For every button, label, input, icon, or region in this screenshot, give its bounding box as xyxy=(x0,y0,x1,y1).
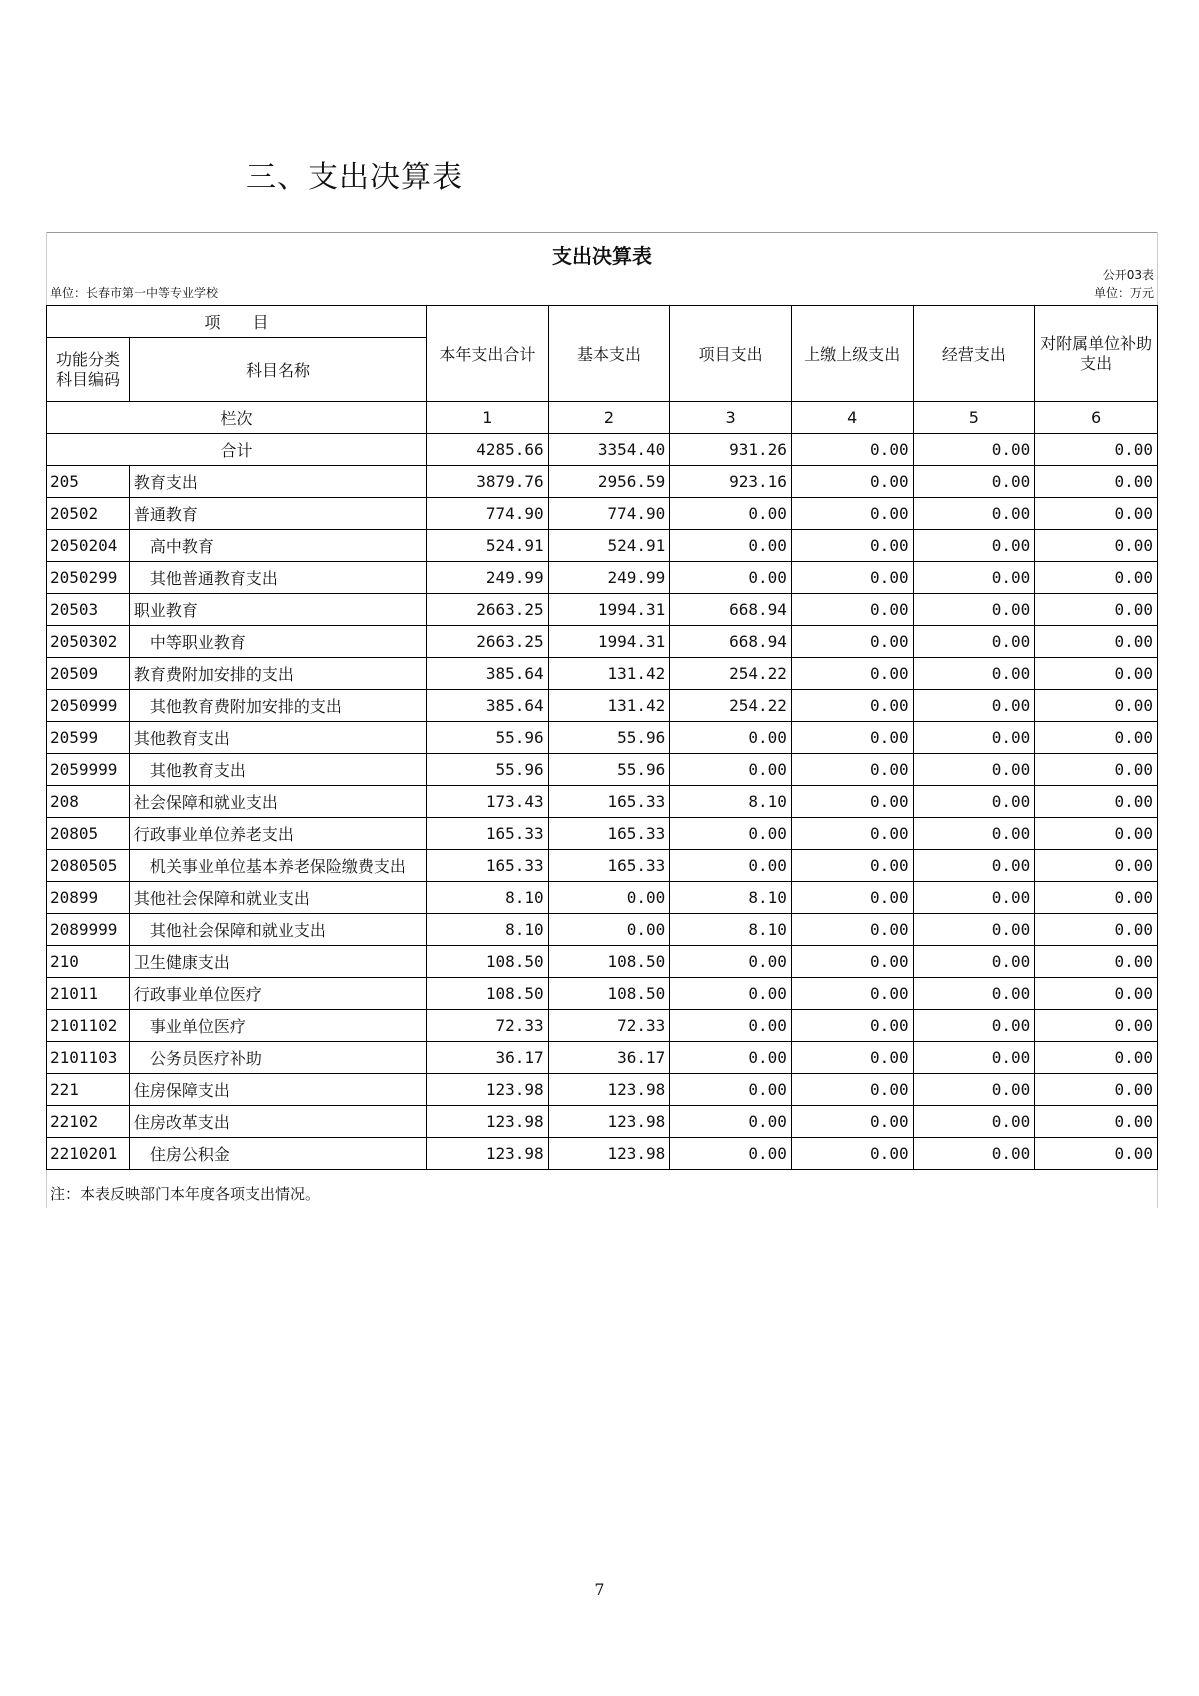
column-index-1: 1 xyxy=(427,402,549,434)
table-row xyxy=(47,562,1158,594)
row-value: 72.33 xyxy=(548,1010,670,1042)
row-value: 0.00 xyxy=(1035,1010,1158,1042)
row-value: 36.17 xyxy=(548,1042,670,1074)
row-value: 0.00 xyxy=(791,690,913,722)
row-value: 2663.25 xyxy=(427,626,549,658)
table-row xyxy=(47,786,1158,818)
row-value: 0.00 xyxy=(791,498,913,530)
row-value: 2956.59 xyxy=(548,466,670,498)
total-row xyxy=(47,434,1158,466)
row-name: 职业教育 xyxy=(129,594,426,626)
row-value: 108.50 xyxy=(427,978,549,1010)
row-value: 123.98 xyxy=(548,1074,670,1106)
row-value: 0.00 xyxy=(913,722,1035,754)
row-value: 3879.76 xyxy=(427,466,549,498)
section-title: 三、支出决算表 xyxy=(246,160,463,195)
row-code: 20502 xyxy=(47,498,130,530)
page-number: 7 xyxy=(594,1580,605,1599)
table-row xyxy=(47,658,1158,690)
total-value: 0.00 xyxy=(913,434,1035,466)
row-value: 0.00 xyxy=(1035,1042,1158,1074)
row-value: 0.00 xyxy=(791,946,913,978)
column-index-2: 2 xyxy=(548,402,670,434)
row-value: 0.00 xyxy=(1035,530,1158,562)
header-col-2: 基本支出 xyxy=(548,306,670,402)
header-col-3: 项目支出 xyxy=(670,306,792,402)
row-value: 0.00 xyxy=(1035,562,1158,594)
row-value: 8.10 xyxy=(670,882,792,914)
row-value: 72.33 xyxy=(427,1010,549,1042)
row-value: 0.00 xyxy=(1035,626,1158,658)
row-value: 0.00 xyxy=(913,466,1035,498)
row-value: 0.00 xyxy=(791,722,913,754)
row-value: 0.00 xyxy=(791,1010,913,1042)
row-value: 55.96 xyxy=(548,722,670,754)
total-value: 931.26 xyxy=(670,434,792,466)
table-row xyxy=(47,946,1158,978)
row-code: 2089999 xyxy=(47,914,130,946)
row-value: 0.00 xyxy=(913,1074,1035,1106)
row-value: 0.00 xyxy=(670,1106,792,1138)
header-col-5: 经营支出 xyxy=(913,306,1035,402)
row-value: 0.00 xyxy=(913,882,1035,914)
row-value: 0.00 xyxy=(791,786,913,818)
row-value: 0.00 xyxy=(791,1106,913,1138)
row-value: 0.00 xyxy=(791,882,913,914)
row-value: 0.00 xyxy=(913,1010,1035,1042)
header-col-1: 本年支出合计 xyxy=(427,306,549,402)
row-value: 0.00 xyxy=(791,914,913,946)
row-value: 0.00 xyxy=(1035,466,1158,498)
row-name: 行政事业单位养老支出 xyxy=(129,818,426,850)
form-number: 公开03表 xyxy=(1102,268,1154,282)
table-row xyxy=(47,914,1158,946)
header-row-item xyxy=(47,306,1158,338)
row-name: 机关事业单位基本养老保险缴费支出 xyxy=(129,850,426,882)
row-value: 0.00 xyxy=(1035,1074,1158,1106)
row-value: 668.94 xyxy=(670,594,792,626)
row-value: 0.00 xyxy=(1035,658,1158,690)
row-value: 0.00 xyxy=(913,626,1035,658)
table-row xyxy=(47,1106,1158,1138)
row-value: 1994.31 xyxy=(548,626,670,658)
row-value: 0.00 xyxy=(791,626,913,658)
row-value: 249.99 xyxy=(427,562,549,594)
row-value: 8.10 xyxy=(427,882,549,914)
row-value: 0.00 xyxy=(670,722,792,754)
row-value: 0.00 xyxy=(913,786,1035,818)
row-value: 0.00 xyxy=(1035,1106,1158,1138)
row-value: 0.00 xyxy=(670,1042,792,1074)
row-value: 8.10 xyxy=(670,914,792,946)
frame-top-border xyxy=(46,232,1158,233)
row-value: 923.16 xyxy=(670,466,792,498)
row-value: 254.22 xyxy=(670,690,792,722)
column-index-5: 5 xyxy=(913,402,1035,434)
row-value: 0.00 xyxy=(1035,786,1158,818)
table-row xyxy=(47,722,1158,754)
table-title: 支出决算表 xyxy=(552,244,652,268)
row-value: 0.00 xyxy=(1035,594,1158,626)
row-value: 123.98 xyxy=(548,1106,670,1138)
table-row xyxy=(47,882,1158,914)
row-value: 0.00 xyxy=(791,658,913,690)
row-value: 0.00 xyxy=(913,562,1035,594)
table-row xyxy=(47,1138,1158,1170)
row-value: 0.00 xyxy=(791,818,913,850)
row-name: 住房公积金 xyxy=(129,1138,426,1170)
row-value: 0.00 xyxy=(913,946,1035,978)
row-value: 0.00 xyxy=(913,1138,1035,1170)
row-name: 公务员医疗补助 xyxy=(129,1042,426,1074)
row-code: 2101103 xyxy=(47,1042,130,1074)
row-value: 8.10 xyxy=(670,786,792,818)
row-value: 0.00 xyxy=(1035,690,1158,722)
row-value: 0.00 xyxy=(1035,882,1158,914)
table-row xyxy=(47,850,1158,882)
row-value: 131.42 xyxy=(548,658,670,690)
header-col-4: 上缴上级支出 xyxy=(791,306,913,402)
row-name: 高中教育 xyxy=(129,530,426,562)
total-value: 0.00 xyxy=(791,434,913,466)
row-value: 0.00 xyxy=(670,754,792,786)
row-value: 0.00 xyxy=(1035,978,1158,1010)
row-value: 165.33 xyxy=(427,850,549,882)
row-value: 0.00 xyxy=(1035,722,1158,754)
row-value: 0.00 xyxy=(913,594,1035,626)
row-value: 254.22 xyxy=(670,658,792,690)
row-value: 55.96 xyxy=(548,754,670,786)
row-value: 0.00 xyxy=(913,818,1035,850)
row-value: 0.00 xyxy=(913,498,1035,530)
row-value: 0.00 xyxy=(1035,754,1158,786)
header-name: 科目名称 xyxy=(129,338,426,402)
row-value: 165.33 xyxy=(427,818,549,850)
row-value: 385.64 xyxy=(427,658,549,690)
row-name: 社会保障和就业支出 xyxy=(129,786,426,818)
table-row xyxy=(47,818,1158,850)
table-row xyxy=(47,466,1158,498)
row-value: 165.33 xyxy=(548,786,670,818)
currency-unit: 单位：万元 xyxy=(1093,286,1154,300)
table-note: 注：本表反映部门本年度各项支出情况。 xyxy=(50,1185,321,1203)
total-label: 合计 xyxy=(47,434,427,466)
row-code: 22102 xyxy=(47,1106,130,1138)
row-name: 其他教育费附加安排的支出 xyxy=(129,690,426,722)
row-value: 123.98 xyxy=(427,1138,549,1170)
row-code: 205 xyxy=(47,466,130,498)
row-code: 2050204 xyxy=(47,530,130,562)
row-value: 0.00 xyxy=(791,1138,913,1170)
row-code: 221 xyxy=(47,1074,130,1106)
row-value: 0.00 xyxy=(913,754,1035,786)
row-value: 165.33 xyxy=(548,818,670,850)
row-code: 20509 xyxy=(47,658,130,690)
column-index-6: 6 xyxy=(1035,402,1158,434)
row-value: 0.00 xyxy=(670,1010,792,1042)
row-code: 2050302 xyxy=(47,626,130,658)
row-name: 其他教育支出 xyxy=(129,722,426,754)
row-value: 108.50 xyxy=(427,946,549,978)
table-row xyxy=(47,530,1158,562)
row-value: 668.94 xyxy=(670,626,792,658)
row-value: 55.96 xyxy=(427,754,549,786)
header-code: 功能分类科目编码 xyxy=(47,338,130,402)
row-name: 普通教育 xyxy=(129,498,426,530)
column-index-3: 3 xyxy=(670,402,792,434)
row-value: 36.17 xyxy=(427,1042,549,1074)
row-code: 20503 xyxy=(47,594,130,626)
row-name: 其他社会保障和就业支出 xyxy=(129,914,426,946)
row-value: 0.00 xyxy=(670,1138,792,1170)
row-code: 2080505 xyxy=(47,850,130,882)
row-code: 2101102 xyxy=(47,1010,130,1042)
row-value: 249.99 xyxy=(548,562,670,594)
row-value: 0.00 xyxy=(913,850,1035,882)
table-row xyxy=(47,594,1158,626)
row-value: 0.00 xyxy=(791,1042,913,1074)
total-value: 3354.40 xyxy=(548,434,670,466)
row-value: 0.00 xyxy=(791,530,913,562)
row-value: 524.91 xyxy=(427,530,549,562)
row-name: 其他普通教育支出 xyxy=(129,562,426,594)
row-code: 20805 xyxy=(47,818,130,850)
column-index-4: 4 xyxy=(791,402,913,434)
row-value: 1994.31 xyxy=(548,594,670,626)
row-code: 2210201 xyxy=(47,1138,130,1170)
row-value: 0.00 xyxy=(791,466,913,498)
column-index-row xyxy=(47,402,1158,434)
row-value: 0.00 xyxy=(913,914,1035,946)
row-value: 0.00 xyxy=(1035,498,1158,530)
row-value: 123.98 xyxy=(427,1074,549,1106)
row-value: 8.10 xyxy=(427,914,549,946)
row-value: 0.00 xyxy=(1035,1138,1158,1170)
row-value: 0.00 xyxy=(913,1106,1035,1138)
table-row xyxy=(47,754,1158,786)
row-code: 20599 xyxy=(47,722,130,754)
row-value: 0.00 xyxy=(670,562,792,594)
row-value: 0.00 xyxy=(791,1074,913,1106)
row-name: 中等职业教育 xyxy=(129,626,426,658)
row-value: 0.00 xyxy=(913,978,1035,1010)
row-value: 0.00 xyxy=(913,530,1035,562)
reporting-unit: 单位：长春市第一中等专业学校 xyxy=(50,286,219,300)
row-value: 165.33 xyxy=(548,850,670,882)
row-value: 0.00 xyxy=(791,594,913,626)
row-code: 21011 xyxy=(47,978,130,1010)
row-value: 0.00 xyxy=(913,690,1035,722)
row-value: 774.90 xyxy=(548,498,670,530)
row-value: 0.00 xyxy=(1035,914,1158,946)
row-value: 0.00 xyxy=(670,818,792,850)
row-code: 2059999 xyxy=(47,754,130,786)
row-value: 0.00 xyxy=(913,658,1035,690)
row-value: 55.96 xyxy=(427,722,549,754)
row-value: 0.00 xyxy=(548,882,670,914)
table-row xyxy=(47,978,1158,1010)
header-col-6: 对附属单位补助支出 xyxy=(1035,306,1158,402)
row-value: 0.00 xyxy=(791,978,913,1010)
row-value: 0.00 xyxy=(670,978,792,1010)
row-value: 0.00 xyxy=(670,1074,792,1106)
row-value: 0.00 xyxy=(791,850,913,882)
table-row xyxy=(47,690,1158,722)
row-value: 108.50 xyxy=(548,946,670,978)
row-value: 0.00 xyxy=(791,754,913,786)
row-code: 2050999 xyxy=(47,690,130,722)
row-code: 2050299 xyxy=(47,562,130,594)
header-item: 项 目 xyxy=(47,306,427,338)
table-row xyxy=(47,1074,1158,1106)
row-name: 住房改革支出 xyxy=(129,1106,426,1138)
row-value: 0.00 xyxy=(670,498,792,530)
row-value: 0.00 xyxy=(548,914,670,946)
table-row xyxy=(47,626,1158,658)
row-value: 0.00 xyxy=(1035,850,1158,882)
expenditure-table xyxy=(46,305,1158,1170)
table-row xyxy=(47,1042,1158,1074)
column-index-label: 栏次 xyxy=(47,402,427,434)
row-code: 210 xyxy=(47,946,130,978)
row-name: 教育费附加安排的支出 xyxy=(129,658,426,690)
table-row xyxy=(47,498,1158,530)
row-value: 2663.25 xyxy=(427,594,549,626)
row-name: 事业单位医疗 xyxy=(129,1010,426,1042)
table-row xyxy=(47,1010,1158,1042)
row-value: 173.43 xyxy=(427,786,549,818)
row-value: 774.90 xyxy=(427,498,549,530)
row-value: 108.50 xyxy=(548,978,670,1010)
row-name: 其他教育支出 xyxy=(129,754,426,786)
row-value: 123.98 xyxy=(548,1138,670,1170)
row-code: 20899 xyxy=(47,882,130,914)
row-code: 208 xyxy=(47,786,130,818)
row-name: 卫生健康支出 xyxy=(129,946,426,978)
row-value: 0.00 xyxy=(1035,946,1158,978)
row-value: 524.91 xyxy=(548,530,670,562)
row-value: 0.00 xyxy=(670,946,792,978)
row-name: 行政事业单位医疗 xyxy=(129,978,426,1010)
row-value: 0.00 xyxy=(670,850,792,882)
row-name: 其他社会保障和就业支出 xyxy=(129,882,426,914)
row-value: 0.00 xyxy=(670,530,792,562)
row-name: 住房保障支出 xyxy=(129,1074,426,1106)
row-value: 0.00 xyxy=(913,1042,1035,1074)
row-value: 123.98 xyxy=(427,1106,549,1138)
row-value: 131.42 xyxy=(548,690,670,722)
total-value: 4285.66 xyxy=(427,434,549,466)
row-value: 0.00 xyxy=(1035,818,1158,850)
row-value: 0.00 xyxy=(791,562,913,594)
row-name: 教育支出 xyxy=(129,466,426,498)
total-value: 0.00 xyxy=(1035,434,1158,466)
row-value: 385.64 xyxy=(427,690,549,722)
